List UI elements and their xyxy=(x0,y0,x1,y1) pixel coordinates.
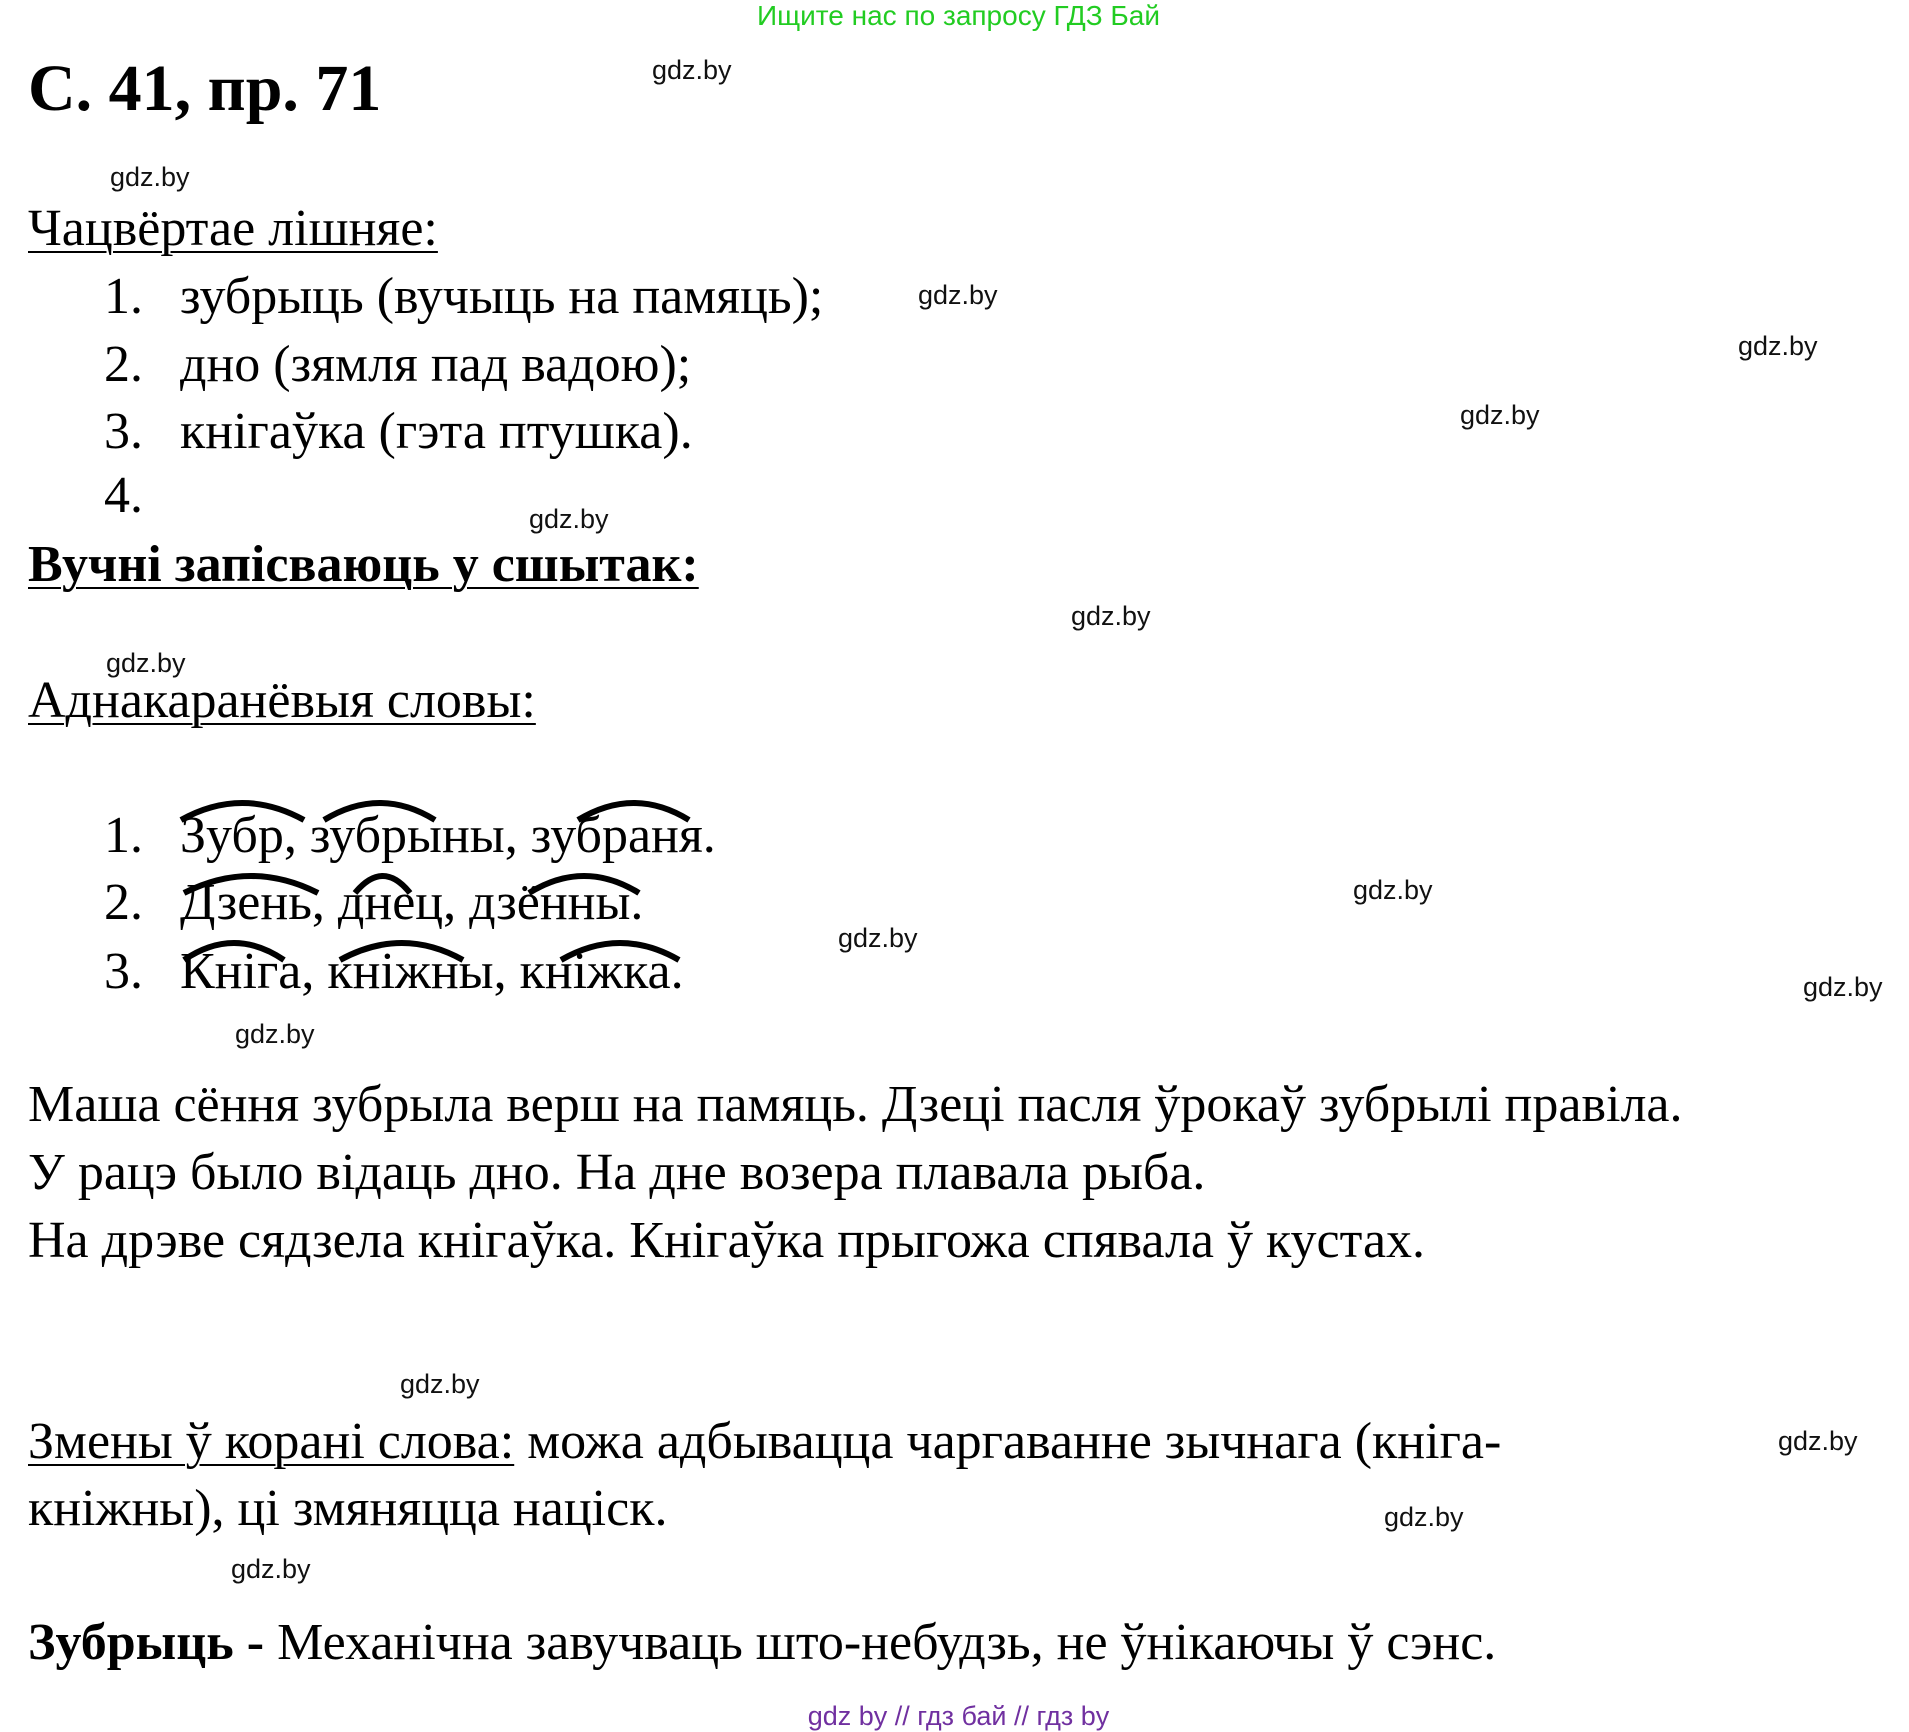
list-item: Кніга, кніжны, кніжка. xyxy=(180,943,684,1000)
footer-watermark: gdz by // гдз бай // гдз by xyxy=(807,1701,1110,1731)
list-number: 2. xyxy=(104,336,143,393)
example-sentence: Маша сёння зубрыла верш на памяць. Дзеці пасля ўрокаў зубрылі правіла. xyxy=(28,1076,1683,1133)
watermark: gdz.by xyxy=(231,1554,311,1584)
search-banner: Ищите нас по запросу ГДЗ Бай xyxy=(756,0,1161,31)
watermark: gdz.by xyxy=(1353,875,1433,905)
watermark: gdz.by xyxy=(838,923,918,953)
watermark: gdz.by xyxy=(400,1369,480,1399)
list-number: 4. xyxy=(104,467,143,524)
list-number: 3. xyxy=(104,403,143,460)
watermark: gdz.by xyxy=(918,280,998,310)
watermark: gdz.by xyxy=(1384,1502,1464,1532)
list-item: Зубр, зубрыны, зубраня. xyxy=(180,807,716,864)
section-heading-cognates: Аднакаранёвыя словы: xyxy=(28,672,536,729)
watermark: gdz.by xyxy=(1738,331,1818,361)
definition-term: Зубрыць - xyxy=(28,1614,265,1671)
watermark: gdz.by xyxy=(1071,601,1151,631)
watermark: gdz.by xyxy=(235,1019,315,1049)
list-item: зубрыць (вучыць на памяць); xyxy=(180,268,824,325)
watermark: gdz.by xyxy=(106,648,186,678)
page-title: С. 41, пр. 71 xyxy=(28,52,382,125)
section-heading-odd-one-out: Чацвёртае лішняе: xyxy=(28,200,438,257)
root-changes-line xyxy=(28,1412,1501,1472)
root-changes-text: можа адбывацца чаргаванне зычнага (кніга- xyxy=(514,1413,1502,1470)
definition-text: Механічна завучваць што-небудзь, не ўнікаючы ў сэнс. xyxy=(264,1614,1497,1671)
watermark: gdz.by xyxy=(1778,1426,1858,1456)
watermark: gdz.by xyxy=(652,55,732,85)
section-heading-notebook: Вучні запісваюць у сшытак: xyxy=(28,536,699,593)
list-item: Дзень, днец, дзённы. xyxy=(180,874,644,931)
list-number: 2. xyxy=(104,874,143,931)
watermark: gdz.by xyxy=(529,504,609,534)
example-sentence: У рацэ было відаць дно. На дне возера плавала рыба. xyxy=(28,1144,1206,1201)
list-number: 3. xyxy=(104,943,143,1000)
example-sentence: На дрэве сядзела кнігаўка. Кнігаўка прыгожа спявала ў кустах. xyxy=(28,1212,1426,1269)
list-item: дно (зямля пад вадою); xyxy=(180,336,692,393)
list-item: кнігаўка (гэта птушка). xyxy=(180,403,693,460)
root-changes-text-cont: кніжны), ці змяняцца націск. xyxy=(28,1480,668,1537)
watermark: gdz.by xyxy=(1460,400,1540,430)
watermark: gdz.by xyxy=(1803,972,1883,1002)
list-number: 1. xyxy=(104,268,143,325)
list-number: 1. xyxy=(104,807,143,864)
watermark: gdz.by xyxy=(110,162,190,192)
definition-line xyxy=(28,1613,1496,1673)
root-changes-label: Змены ў корані слова: xyxy=(28,1413,515,1470)
